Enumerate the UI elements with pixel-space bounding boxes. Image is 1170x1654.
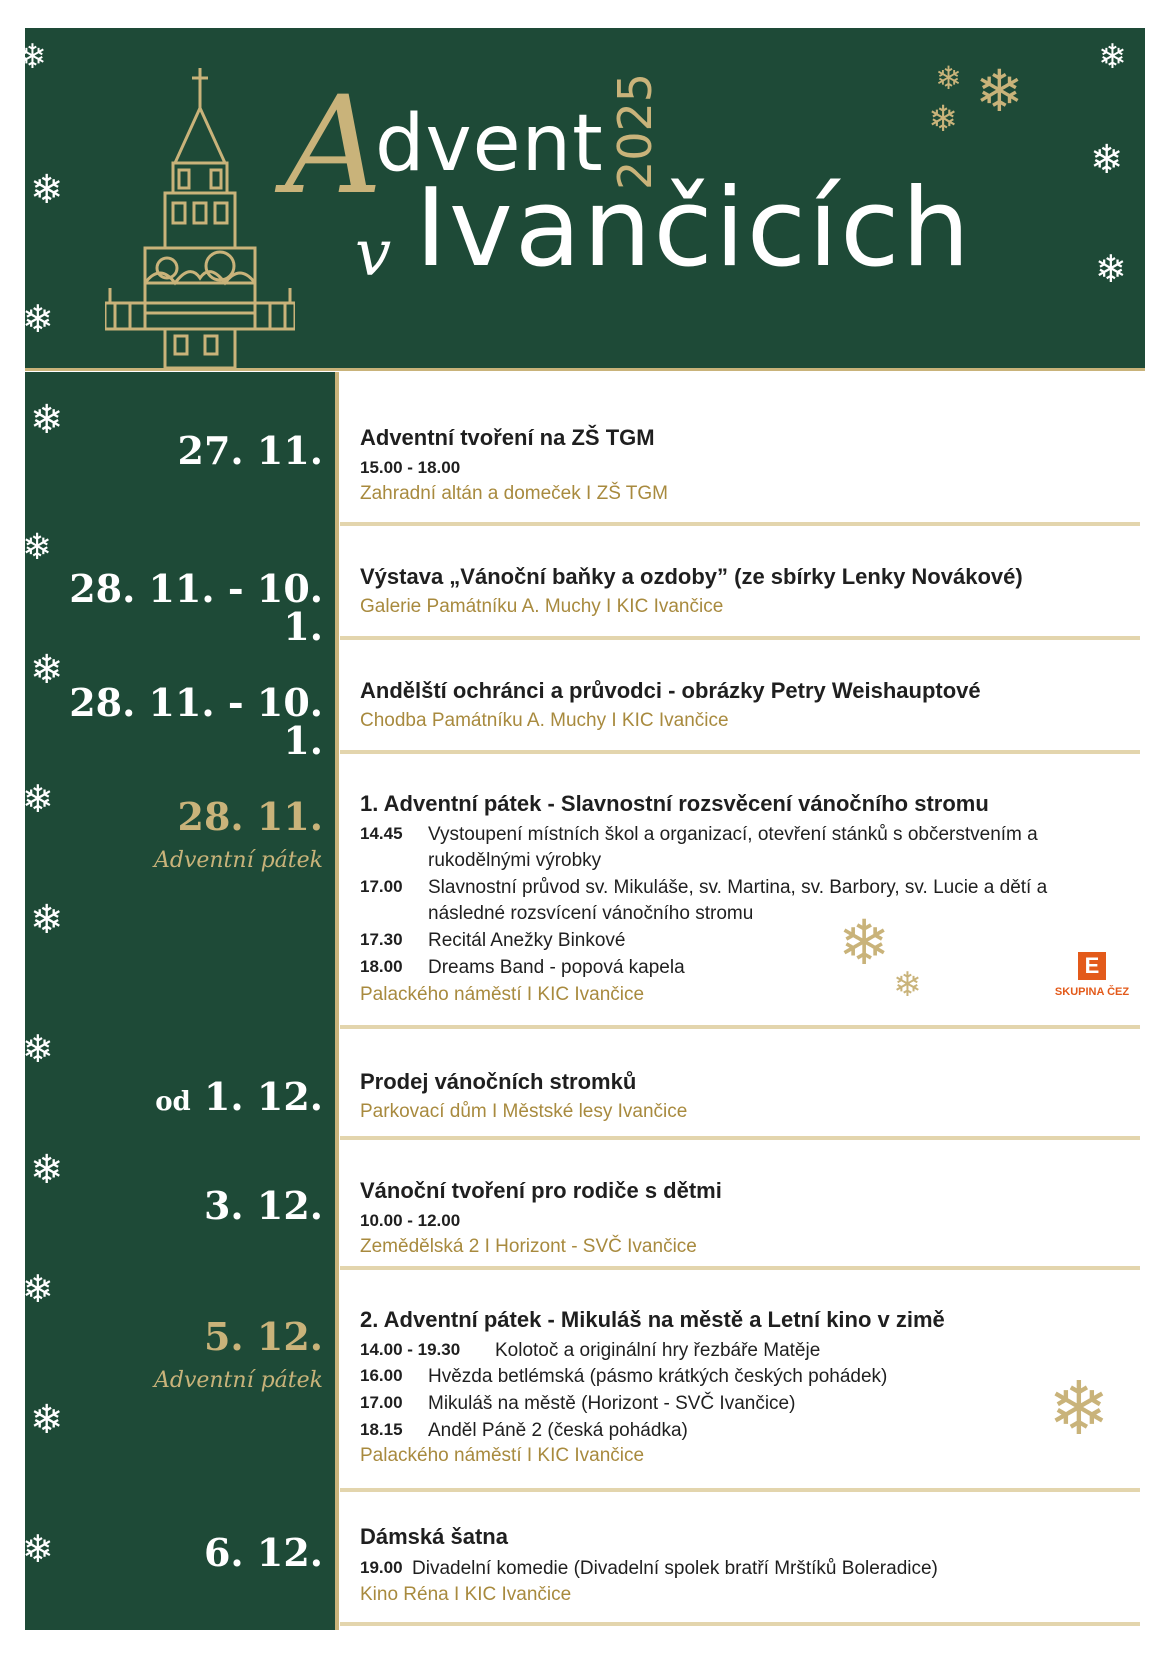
event-title: 2. Adventní pátek - Mikuláš na městě a Letní kino v zimě xyxy=(360,1307,945,1332)
program-desc: Mikuláš na městě (Horizont - SVČ Ivančice) xyxy=(428,1393,796,1414)
event-title: Výstava „Vánoční baňky a ozdoby” (ze sbírky Lenky Novákové) xyxy=(360,564,1023,589)
snowflake-icon: ❄ xyxy=(22,777,54,821)
event-date: 28. 11. xyxy=(177,794,323,839)
event-date: 3. 12. xyxy=(203,1183,323,1228)
snowflake-icon: ❄ xyxy=(30,1147,64,1193)
row-divider xyxy=(340,750,1140,754)
snowflake-icon: ❄ xyxy=(30,167,64,213)
snowflake-icon: ❄ xyxy=(22,297,54,341)
event-time: 15.00 - 18.00 xyxy=(360,458,461,477)
church-tower-icon xyxy=(105,68,295,368)
event-date-prefix: od xyxy=(155,1087,191,1117)
snowflake-icon: ❄ xyxy=(928,99,959,140)
event-date-subtitle: Adventní pátek xyxy=(153,1368,323,1393)
event-title: Vánoční tvoření pro rodiče s dětmi xyxy=(360,1178,722,1203)
title-initial: A xyxy=(285,67,383,224)
event-date xyxy=(25,1074,323,1119)
program-time: 17.30 xyxy=(360,930,403,949)
event-place: Galerie Památníku A. Muchy I KIC Ivančice xyxy=(360,596,724,617)
program-time: 14.45 xyxy=(360,824,403,843)
program-desc: Hvězda betlémská (pásmo krátkých českých pohádek) xyxy=(428,1366,888,1387)
row-divider xyxy=(340,1266,1140,1270)
event-place: Parkovací dům I Městské lesy Ivančice xyxy=(360,1101,688,1122)
snowflake-icon: ❄ xyxy=(975,57,1024,125)
snowflake-icon: ❄ xyxy=(30,647,64,693)
program-time: 17.00 xyxy=(360,877,403,896)
snowflake-icon: ❄ xyxy=(30,897,64,943)
event-title: 1. Adventní pátek - Slavnostní rozsvěcení vánočního stromu xyxy=(360,791,989,816)
snowflake-icon: ❄ xyxy=(22,1267,54,1311)
event-place: Palackého náměstí I KIC Ivančice xyxy=(360,1445,645,1466)
event-place: Kino Réna I KIC Ivančice xyxy=(360,1584,572,1605)
event-place: Chodba Památníku A. Muchy I KIC Ivančice xyxy=(360,710,729,731)
row-divider xyxy=(340,1488,1140,1492)
event-date: 28. 11. - 10. 1. xyxy=(69,566,323,649)
sponsor-logo xyxy=(1052,952,1132,998)
event-title: Adventní tvoření na ZŠ TGM xyxy=(360,425,655,450)
program-time: 17.00 xyxy=(360,1393,403,1412)
event-time: 10.00 - 12.00 xyxy=(360,1211,461,1230)
event-title: Prodej vánočních stromků xyxy=(360,1069,637,1094)
title-preposition: v xyxy=(355,217,392,291)
title-word: dvent xyxy=(375,99,604,189)
row-divider xyxy=(340,636,1140,640)
program-time: 14.00 - 19.30 xyxy=(360,1340,461,1359)
event-date: 6. 12. xyxy=(203,1530,323,1575)
program-desc: Vystoupení místních škol a organizací, otevření stánků s občerstvením a rukodělnými výrobky xyxy=(428,824,1038,871)
program-desc: Dreams Band - popová kapela xyxy=(428,957,685,978)
sponsor-name: SKUPINA ČEZ xyxy=(1054,986,1130,998)
program-desc: Anděl Páně 2 (česká pohádka) xyxy=(428,1420,688,1441)
row-divider xyxy=(340,1136,1140,1140)
snowflake-icon: ❄ xyxy=(18,37,47,77)
snowflake-icon: ❄ xyxy=(30,397,64,443)
program-time: 18.00 xyxy=(360,957,403,976)
snowflake-icon: ❄ xyxy=(935,59,962,97)
date-column xyxy=(25,372,335,1630)
snowflake-icon: ❄ xyxy=(838,906,890,979)
program-desc: Divadelní komedie (Divadelní spolek bratří Mrštíků Boleradice) xyxy=(412,1558,938,1579)
event-date: 5. 12. xyxy=(203,1314,323,1359)
event-date-value: 1. 12. xyxy=(203,1074,323,1119)
event-title: Andělští ochránci a průvodci - obrázky Petry Weishauptové xyxy=(360,678,981,703)
program-desc: Recitál Anežky Binkové xyxy=(428,930,626,951)
snowflake-icon: ❄ xyxy=(1090,137,1124,183)
event-date-subtitle: Adventní pátek xyxy=(153,848,323,873)
snowflake-icon: ❄ xyxy=(1048,1366,1111,1452)
event-date: 28. 11. - 10. 1. xyxy=(69,680,323,763)
snowflake-icon: ❄ xyxy=(22,1527,54,1571)
program-time: 16.00 xyxy=(360,1366,403,1385)
snowflake-icon: ❄ xyxy=(22,527,53,568)
column-divider xyxy=(335,372,339,1630)
event-place: Zahradní altán a domeček I ZŠ TGM xyxy=(360,483,669,504)
row-divider xyxy=(340,1025,1140,1029)
program-desc: Slavnostní průvod sv. Mikuláše, sv. Martina, sv. Barbory, sv. Lucie a dětí a následné rozsvícení vánočního stromu xyxy=(428,877,1048,924)
title-year: 2025 xyxy=(608,72,662,190)
row-divider xyxy=(340,522,1140,526)
event-title: Dámská šatna xyxy=(360,1524,508,1549)
event-date: 27. 11. xyxy=(177,428,323,473)
event-place: Zemědělská 2 I Horizont - SVČ Ivančice xyxy=(360,1236,697,1257)
program-time: 18.15 xyxy=(360,1420,403,1439)
snowflake-icon: ❄ xyxy=(1095,247,1127,291)
header-divider xyxy=(25,368,1145,371)
snowflake-icon: ❄ xyxy=(22,1027,54,1071)
snowflake-icon: ❄ xyxy=(1098,37,1127,77)
snowflake-icon: ❄ xyxy=(30,1397,64,1443)
program-time: 19.00 xyxy=(360,1558,403,1577)
row-divider xyxy=(340,1622,1140,1626)
cez-logo-icon: E xyxy=(1078,952,1106,980)
program-desc: Kolotoč a originální hry řezbáře Matěje xyxy=(495,1340,821,1361)
snowflake-icon: ❄ xyxy=(893,965,922,1005)
title-city: Ivančicích xyxy=(415,166,972,291)
event-place: Palackého náměstí I KIC Ivančice xyxy=(360,984,645,1005)
